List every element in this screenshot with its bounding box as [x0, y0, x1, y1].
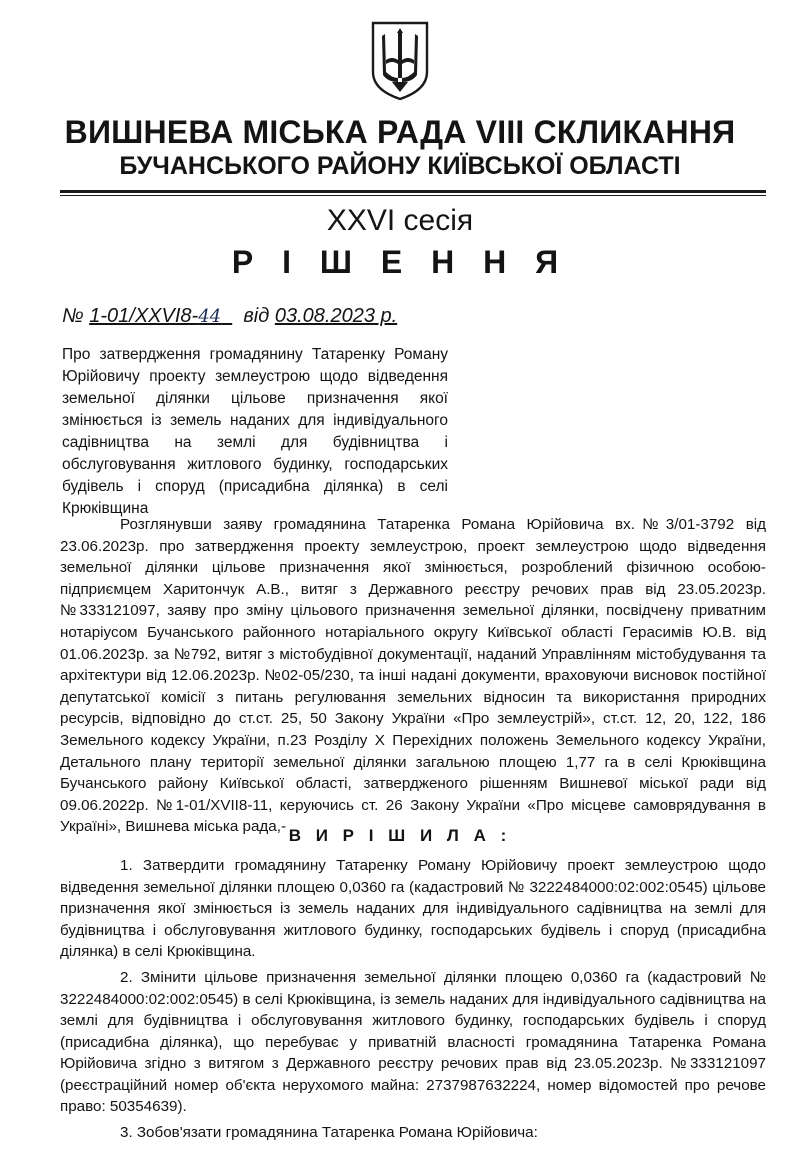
council-title: ВИШНЕВА МІСЬКА РАДА VIII СКЛИКАННЯ	[64, 114, 736, 150]
number-prefix: №	[62, 305, 84, 327]
handwritten-number: 44	[198, 306, 222, 327]
document-number	[89, 305, 232, 327]
header-divider	[60, 190, 766, 193]
council-district: БУЧАНСЬКОГО РАЙОНУ КИЇВСЬКОЇ ОБЛАСТІ	[119, 152, 681, 180]
resolved-heading: В И Р І Ш И Л А :	[288, 826, 512, 845]
header-divider-thin	[60, 195, 766, 196]
document-type: Р І Ш Е Н Н Я	[231, 244, 569, 280]
preamble-paragraph: Розглянувши заяву громадянина Татаренка Романа Юрійовича вх.№3/01-3792 від 23.06.2023р. про затвердження проекту землеустрою, проект землеустрою щодо відведення земельної ділянки цільове призначення якої змінюється, розроблений фізичною особою-підприємцем Харитончук А.В., витяг з Державного реєстру речових прав від 23.05.2023р. №333121097, заяву про зміну цільового призначення земельної ділянки, посвідчену приватним нотаріусом Бучанського районного нотаріального округу Київської області Герасимів Ю.В. від 01.06.2023р. за №792, витяг з містобудівної документації, наданий Управлінням містобудування та архітектури від 12.06.2023р. №02-05/230, та інші надані документи, враховуючи висновок постійної депутатської комісії з питань регулювання земельних відносин та використання природних ресурсів, відповідно до ст.ст. 25, 50 Закону України «Про землеустрій», ст.ст. 12, 20, 122, 186 Земельного кодексу України, п.23 Розділу X Перехідних положень Земельного кодексу України, Детального плану території земельної ділянки загальною площею 1,77 га в селі Крюківщина Бучанського району Київської області, затвердженого рішенням Вишневої міської ради від 09.06.2022р. №1-01/XVII8-11, керуючись ст. 26 Закону України «Про місцеве самоврядування в Україні», Вишнева міська рада,-	[60, 516, 766, 836]
document-number-value: 1-01/XXVI8-	[89, 305, 199, 327]
document-date: 03.08.2023 р.	[274, 305, 398, 327]
date-prefix: від	[243, 305, 270, 327]
session-label: XXVI сесія	[326, 204, 474, 237]
resolution-item-2: 2. Змінити цільове призначення земельної ділянки площею 0,0360 га (кадастровий № 3222484000:02:002:0545) в селі Крюківщина, із земель наданих для індивідуального садівництва на землі для будівництва і обслуговування житлового будинку, господарських будівель і споруд (присадибна ділянка), що перебуває у приватній власності громадянина Татаренка Романа Юрійовича згідно з витягом з Державного реєстру речових прав від 23.05.2023р. №333121097 (реєстраційний номер об'єкта нерухомого майна: 2737987632224, номер відомостей про речове право: 50354639).	[60, 969, 766, 1115]
decision-subject: Про затвердження громадянину Татаренку Роману Юрійовичу проекту землеустрою щодо відведення земельної ділянки цільове призначення якої змінюється із земель наданих для індивідуального садівництва на землі для будівництва і обслуговування житлового будинку, господарських будівель і споруд (присадибна ділянка) в селі Крюківщина	[62, 346, 448, 517]
trident-coat-of-arms-icon	[370, 20, 430, 102]
document-number-line	[62, 305, 397, 328]
resolution-item-1: 1. Затвердити громадянину Татаренку Роману Юрійовичу проект землеустрою щодо відведення земельної ділянки площею 0,0360 га (кадастровий № 3222484000:02:002:0545) цільове призначення якої змінюється із земель наданих для індивідуального садівництва на землі для будівництва і обслуговування житлового будинку, господарських будівель і споруд (присадибна ділянка) в селі Крюківщина.	[60, 857, 766, 960]
resolution-item-3: 3. Зобов'язати громадянина Татаренка Романа Юрійовича:	[120, 1124, 538, 1141]
